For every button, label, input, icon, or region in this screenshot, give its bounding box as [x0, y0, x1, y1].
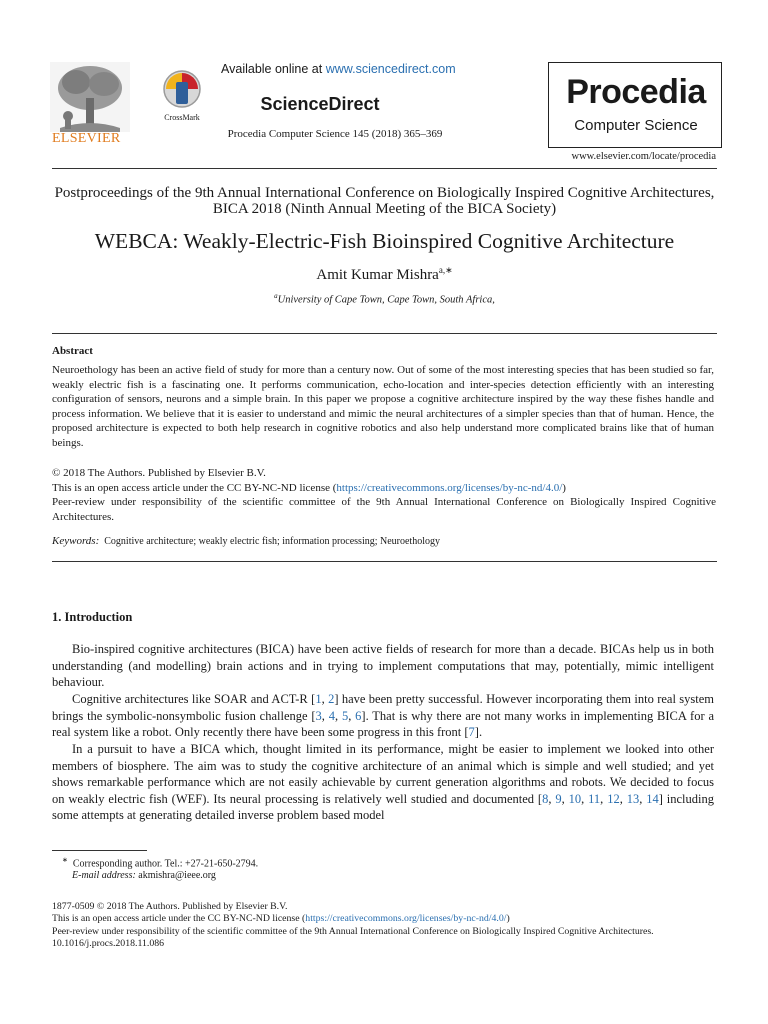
affiliation-line	[52, 292, 717, 306]
citation-link[interactable]: 8	[542, 791, 549, 806]
citation-link[interactable]: 6	[355, 708, 362, 723]
citation-link[interactable]: 11	[588, 791, 601, 806]
citation-link[interactable]: 10	[568, 791, 582, 806]
intro-paragraph-2: Cognitive architectures like SOAR and ACT-R [1, 2] have been pretty successful. However incorporating them into real system brings the symbolic-nonsymbolic fusion challenge [3, 4, 5, 6]. That is why there are not many works in implementing BICA for a real system like a robot. Only recently there have been some progress in this front [7].	[52, 692, 715, 739]
keywords-bottom-divider	[52, 561, 717, 562]
author-line	[52, 265, 717, 284]
conference-line: Postproceedings of the 9th Annual International Conference on Biologically Inspired Cognitive Architectures, BICA 2018 (Ninth Annual Meeting of the BICA Society)	[54, 185, 715, 217]
p3-text-a: In a pursuit to have a BICA which, thought limited in its performance, might be easier to implement we looked into other members of biosphere. The aim was to study the cognitive architecture of an animal which is simple and well studied; and yet shows remarkable performance which are not easily achievable by current generation algorithms and robots. We decided to focus on weakly electric fish (WEF). Its neural processing is relatively well studied and documented [	[52, 742, 714, 806]
open-access-prefix: This is an open access article under the CC BY-NC-ND license (	[52, 481, 337, 494]
keywords-line	[52, 535, 716, 547]
citation-link[interactable]: 7	[468, 725, 475, 739]
author-name: Amit Kumar Mishra	[316, 267, 439, 283]
procedia-subtitle: Computer Science	[574, 117, 698, 134]
affiliation-superscript: a	[274, 292, 278, 300]
p2-text-b: ] have been pretty successful. However incorporating them into real system brings the symbolic-nonsymbolic fusion challenge [	[52, 692, 715, 723]
issn-line: 1877-0509 © 2018 The Authors. Published by Elsevier B.V.	[52, 901, 288, 912]
crossmark-icon	[157, 68, 207, 110]
p3-text-b: ] including some attempts at generating detailed inverse problem based model	[52, 791, 714, 822]
author-superscript: a,∗	[438, 265, 453, 275]
sciencedirect-wordmark: ScienceDirect	[260, 94, 380, 114]
p2-text-a: Cognitive architectures like SOAR and ACT-R [	[72, 692, 316, 706]
sciencedirect-link[interactable]: www.sciencedirect.com	[325, 62, 456, 76]
footer-peer-review-line: Peer-review under responsibility of the scientific committee of the 9th Annual International Conference on Biologically Inspired Cognitive Architectures.	[52, 925, 654, 937]
affiliation-text: University of Cape Town, Cape Town, South Africa,	[277, 294, 495, 306]
footer-open-access-suffix: )	[506, 913, 510, 925]
citation-link[interactable]: 14	[646, 791, 659, 806]
paper-title: WEBCA: Weakly-Electric-Fish Bioinspired Cognitive Architecture	[94, 229, 675, 253]
footer-open-access-prefix: This is an open access article under the CC BY-NC-ND license (	[52, 913, 306, 925]
copyright-line: © 2018 The Authors. Published by Elsevier B.V.	[52, 467, 266, 479]
corresponding-author-text: Corresponding author. Tel.: +27-21-650-2794.	[72, 858, 259, 870]
intro-paragraph-3: In a pursuit to have a BICA which, thought limited in its performance, might be easier to implement we looked into other members of biosphere. The aim was to study the cognitive architecture of an animal which is simple and well studied; and yet shows remarkable performance which are not easily achievable by current generation algorithms and robots. We decided to focus on weakly electric fish (WEF). Its neural processing is relatively well studied and documented [8, 9, 10, 11, 12, 13, 14] including some attempts at generating detailed inverse problem based model	[52, 742, 714, 822]
email-label: E-mail address:	[72, 870, 136, 881]
corresponding-author-footnote	[62, 856, 258, 869]
email-address[interactable]: akmishra@ieee.org	[138, 870, 216, 881]
abstract-body: Neuroethology has been an active field of study for more than a century now. Out of some of the most interesting species that has been studied so far, weakly electric fish is a fascinating one. It performs communication, echo-location and inter-species detection efficiently with an interesting configuration of sensors, neurons and a simple brain. In this paper we propose a cognitive architecture inspired by the way these fishes handle and process information. We believe that it is easier to understand and mimic the neural architectures of a simpler species than that of human. Hence, the proposed architecture is expected to both help research in cognitive robotics and also help understand more complicated brains like that of human beings.	[52, 364, 714, 449]
keywords-label: Keywords:	[52, 535, 100, 547]
crossmark-label: CrossMark	[164, 113, 200, 122]
journal-homepage-url[interactable]: www.elsevier.com/locate/procedia	[571, 151, 716, 162]
abstract-license-block	[52, 466, 716, 524]
abstract-heading: Abstract	[52, 345, 93, 357]
footnote-divider	[52, 850, 147, 851]
footnote-marker: ∗	[62, 856, 68, 864]
citation-link[interactable]: 1	[315, 692, 322, 706]
p2-text-d: ].	[474, 725, 483, 739]
citation-link[interactable]: 5	[341, 708, 349, 723]
citation-link[interactable]: 13	[626, 791, 640, 806]
section-heading-introduction: 1. Introduction	[52, 610, 133, 624]
header-divider	[52, 168, 717, 169]
citation-link[interactable]: 3	[315, 708, 322, 723]
footer-license-link[interactable]: https://creativecommons.org/licenses/by-nc-nd/4.0/	[305, 913, 507, 925]
crossmark-badge[interactable]	[157, 68, 207, 122]
journal-reference: Procedia Computer Science 145 (2018) 365–369	[227, 128, 443, 140]
p2-text-c: ]. That is why there are not many works in implementing BICA for a real system like a robot. Only recently there have been some progress in this front [	[52, 708, 714, 739]
open-access-line	[52, 481, 716, 496]
doi-line[interactable]: 10.1016/j.procs.2018.11.086	[52, 938, 165, 950]
abstract-top-divider	[52, 333, 717, 334]
procedia-title: Procedia	[566, 73, 706, 111]
intro-paragraph-1: Bio-inspired cognitive architectures (BICA) have been active fields of research for more than a decade. BICAs help us in both understanding (and modelling) brain actions and in trying to implement computations that may, potentially, mimic intelligent behaviour.	[52, 642, 714, 689]
email-footnote	[72, 870, 216, 881]
available-online-line	[221, 62, 481, 76]
citation-link[interactable]: 2	[328, 692, 335, 706]
footer-open-access-line	[52, 913, 716, 925]
keywords-list: Cognitive architecture; weakly electric fish; information processing; Neuroethology	[104, 536, 440, 547]
elsevier-wordmark: ELSEVIER	[52, 131, 121, 146]
citation-link[interactable]: 12	[607, 791, 620, 806]
citation-link[interactable]: 4	[328, 708, 335, 723]
open-access-suffix: )	[562, 481, 566, 494]
peer-review-line: Peer-review under responsibility of the scientific committee of the 9th Annual International Conference on Biologically Inspired Cognitive Architectures.	[52, 496, 716, 523]
license-link[interactable]: https://creativecommons.org/licenses/by-nc-nd/4.0/	[336, 481, 563, 494]
footer-block	[52, 901, 716, 951]
citation-link[interactable]: 9	[555, 791, 562, 806]
available-prefix: Available online at	[221, 62, 326, 76]
